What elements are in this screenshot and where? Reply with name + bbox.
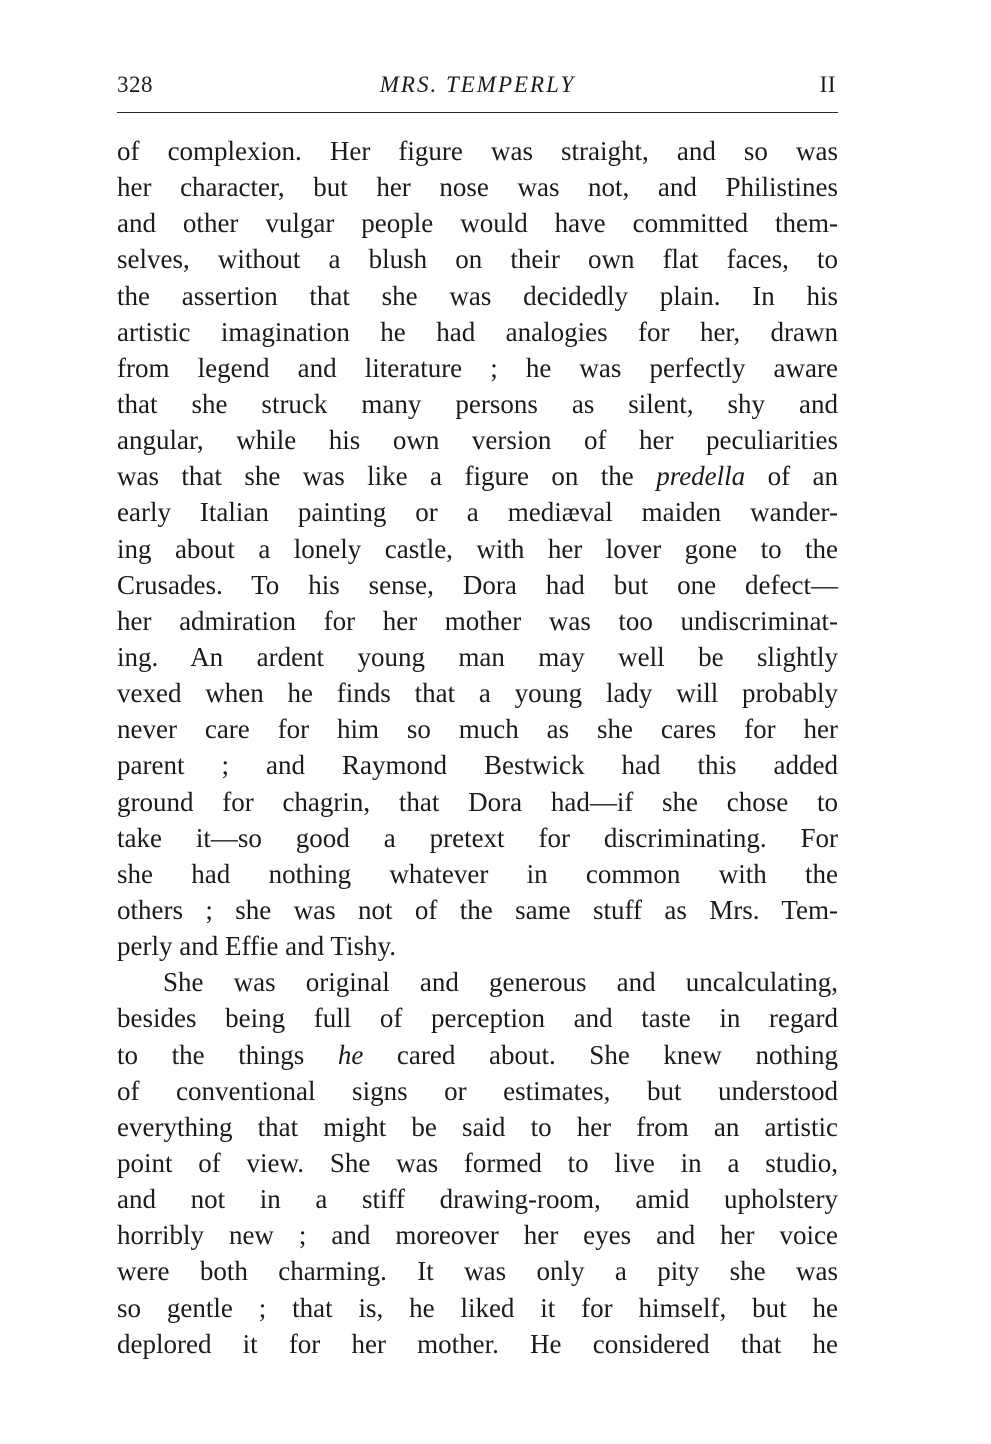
text-line: point of view. She was formed to live in a studio,	[117, 1147, 838, 1178]
text-line: ground for chagrin, that Dora had—if she chose to	[117, 786, 838, 817]
paragraph-end-line: perly and Effie and Tishy.	[117, 931, 396, 962]
text-line: horribly new ; and moreover her eyes and her voice	[117, 1220, 838, 1251]
text-segment: to the things	[117, 1039, 305, 1070]
text-line: of complexion. Her figure was straight, and so was	[117, 136, 838, 166]
text-line: that she struck many persons as silent, shy and	[117, 388, 838, 419]
text-line: Crusades. To his sense, Dora had but one defect—	[117, 569, 838, 600]
text-line: others ; she was not of the same stuff as Mrs. Tem-	[117, 894, 838, 925]
body-text	[117, 133, 838, 1362]
text-line: the assertion that she was decidedly plain. In his	[117, 280, 838, 311]
text-line: ing. An ardent young man may well be slightly	[117, 641, 838, 672]
text-line: were both charming. It was only a pity she was	[117, 1256, 838, 1287]
text-line: ing about a lonely castle, with her lover gone to the	[117, 533, 838, 564]
chapter-number: II	[819, 72, 836, 97]
text-line: take it—so good a pretext for discriminating. For	[117, 822, 838, 853]
text-line-with-italic	[117, 458, 838, 494]
text-line: and other vulgar people would have committed them-	[117, 208, 838, 239]
text-line-with-italic	[117, 1037, 838, 1073]
italic-word: predella	[656, 461, 746, 492]
paragraph-start-line: She was original and generous and uncalculating,	[163, 967, 838, 998]
text-segment: was that she was like a figure on the	[117, 461, 634, 492]
text-line: artistic imagination he had analogies for her, drawn	[117, 316, 838, 347]
text-line: early Italian painting or a mediæval maiden wander-	[117, 497, 838, 528]
italic-word: he	[337, 1039, 364, 1070]
text-line: deplored it for her mother. He considered that he	[117, 1328, 838, 1359]
text-segment: cared about. She knew nothing	[396, 1039, 839, 1070]
text-line: everything that might be said to her from an artistic	[117, 1111, 838, 1142]
text-line: her character, but her nose was not, and Philistines	[117, 172, 838, 203]
header-rule	[117, 112, 838, 113]
running-title: MRS. TEMPERLY	[379, 72, 576, 97]
text-line: from legend and literature ; he was perfectly aware	[117, 352, 838, 383]
text-line: of conventional signs or estimates, but understood	[117, 1075, 838, 1106]
page-number: 328	[117, 72, 153, 97]
text-line: her admiration for her mother was too undiscriminat-	[117, 605, 838, 636]
running-head	[117, 72, 838, 102]
text-line: she had nothing whatever in common with the	[117, 858, 838, 889]
text-line: never care for him so much as she cares for her	[117, 714, 838, 745]
text-line: parent ; and Raymond Bestwick had this added	[117, 750, 838, 781]
text-line: angular, while his own version of her peculiarities	[117, 425, 838, 456]
text-line: selves, without a blush on their own flat faces, to	[117, 244, 838, 275]
text-segment: of an	[767, 461, 838, 492]
text-line: vexed when he finds that a young lady will probably	[117, 678, 838, 709]
text-line: so gentle ; that is, he liked it for himself, but he	[117, 1292, 838, 1323]
text-line: and not in a stiff drawing-room, amid upholstery	[117, 1184, 838, 1215]
text-line: besides being full of perception and taste in regard	[117, 1003, 838, 1034]
